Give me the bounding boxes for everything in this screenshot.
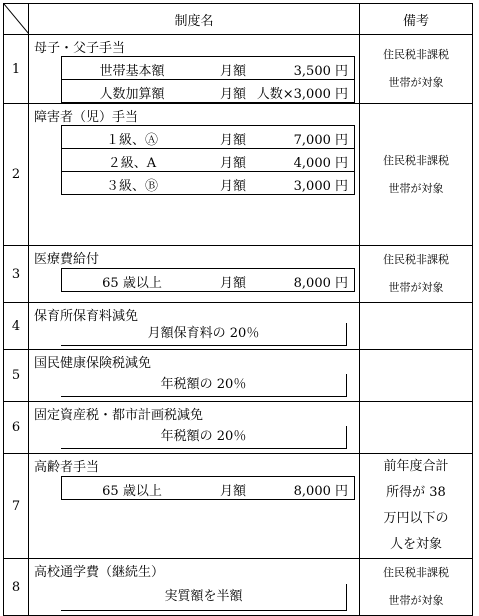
item-box <box>61 125 355 195</box>
remarks-line: 住民税非課税 <box>383 566 449 579</box>
row-number: 1 <box>4 35 29 104</box>
item-row <box>62 57 354 80</box>
remarks-line: 世帯が対象 <box>388 594 444 607</box>
row-content <box>29 402 360 454</box>
benefit-title: 保育所保育料減免 <box>34 309 139 324</box>
row-content <box>29 454 360 559</box>
item-period: 月額 <box>220 87 247 102</box>
item-box <box>61 56 355 103</box>
item-row <box>62 80 354 102</box>
table-row <box>4 350 473 402</box>
item-period: 月額 <box>220 133 247 148</box>
remarks-cell <box>360 559 473 616</box>
item-label: 人数加算額 <box>99 87 165 102</box>
table-row <box>4 104 473 246</box>
corner-cell <box>4 4 29 35</box>
item-label: 65 歳以上 <box>102 484 162 499</box>
item-amount: 4,000 円 <box>293 156 348 171</box>
item-amount: 人数×3,000 円 <box>256 87 348 102</box>
row-number: 6 <box>4 402 29 454</box>
item-row <box>62 477 354 499</box>
benefit-title: 高齢者手当 <box>34 460 100 475</box>
item-label: 世帯基本額 <box>99 64 165 79</box>
benefit-title: 医療費給付 <box>34 252 100 267</box>
row-content <box>29 303 360 350</box>
remarks-line: 住民税非課税 <box>383 48 449 61</box>
item-amount: 3,500 円 <box>293 64 348 79</box>
item-period: 月額 <box>220 276 247 291</box>
row-number: 4 <box>4 303 29 350</box>
item-row <box>62 269 354 291</box>
item-period: 月額 <box>220 179 247 194</box>
header-remarks: 備考 <box>360 4 473 35</box>
remarks-line: 住民税非課税 <box>383 253 449 266</box>
remarks-cell <box>360 35 473 104</box>
row-content <box>29 104 360 246</box>
item-row <box>62 149 354 172</box>
benefits-table <box>3 3 473 616</box>
benefit-title: 障害者（児）手当 <box>34 110 139 125</box>
diagonal-line <box>4 4 29 34</box>
remarks-line: 前年度合計 <box>383 459 449 474</box>
benefit-detail: 年税額の 20％ <box>61 374 347 397</box>
item-box <box>61 476 355 500</box>
item-amount: 8,000 円 <box>293 484 348 499</box>
row-number: 5 <box>4 350 29 402</box>
remarks-line: 万円以下の <box>383 511 449 526</box>
row-number: 3 <box>4 246 29 303</box>
item-period: 月額 <box>220 484 247 499</box>
remarks-line: 所得が 38 <box>386 485 446 500</box>
row-content <box>29 35 360 104</box>
table-row <box>4 402 473 454</box>
remarks-cell <box>360 454 473 559</box>
remarks-cell <box>360 402 473 454</box>
item-label: ２級、A <box>107 156 157 171</box>
table-row <box>4 559 473 616</box>
benefit-title: 高校通学費（継続生） <box>34 565 165 580</box>
remarks-line: 住民税非課税 <box>383 153 449 167</box>
item-box <box>61 268 355 292</box>
row-content <box>29 246 360 303</box>
table-row <box>4 303 473 350</box>
header-name: 制度名 <box>29 4 360 35</box>
table-row <box>4 454 473 559</box>
row-number: 2 <box>4 104 29 246</box>
row-number: 8 <box>4 559 29 616</box>
benefit-detail: 実質額を半額 <box>61 584 347 611</box>
benefit-title: 固定資産税・都市計画税減免 <box>34 408 204 423</box>
remarks-line: 世帯が対象 <box>388 76 444 89</box>
item-label: 65 歳以上 <box>102 276 162 291</box>
header-row <box>4 4 473 35</box>
row-content <box>29 559 360 616</box>
benefit-detail: 月額保育料の 20％ <box>61 323 347 346</box>
row-number: 7 <box>4 454 29 559</box>
item-label: １級、Ⓐ <box>105 133 158 148</box>
remarks-line: 人を対象 <box>389 537 442 552</box>
item-amount: 8,000 円 <box>293 276 348 291</box>
remarks-cell <box>360 350 473 402</box>
remarks-cell <box>360 104 473 246</box>
row-content <box>29 350 360 402</box>
table-row <box>4 35 473 104</box>
remarks-cell <box>360 246 473 303</box>
item-period: 月額 <box>220 156 247 171</box>
item-amount: 3,000 円 <box>293 179 348 194</box>
table-row <box>4 246 473 303</box>
item-period: 月額 <box>220 64 247 79</box>
item-amount: 7,000 円 <box>293 133 348 148</box>
remarks-cell <box>360 303 473 350</box>
benefit-title: 母子・父子手当 <box>34 41 126 56</box>
benefit-title: 国民健康保険税減免 <box>34 356 152 371</box>
remarks-line: 世帯が対象 <box>388 181 444 195</box>
remarks-line: 世帯が対象 <box>388 281 444 294</box>
item-row <box>62 172 354 194</box>
benefit-detail: 年税額の 20％ <box>61 426 347 449</box>
item-label: ３級、Ⓑ <box>105 179 158 194</box>
item-row <box>62 126 354 149</box>
